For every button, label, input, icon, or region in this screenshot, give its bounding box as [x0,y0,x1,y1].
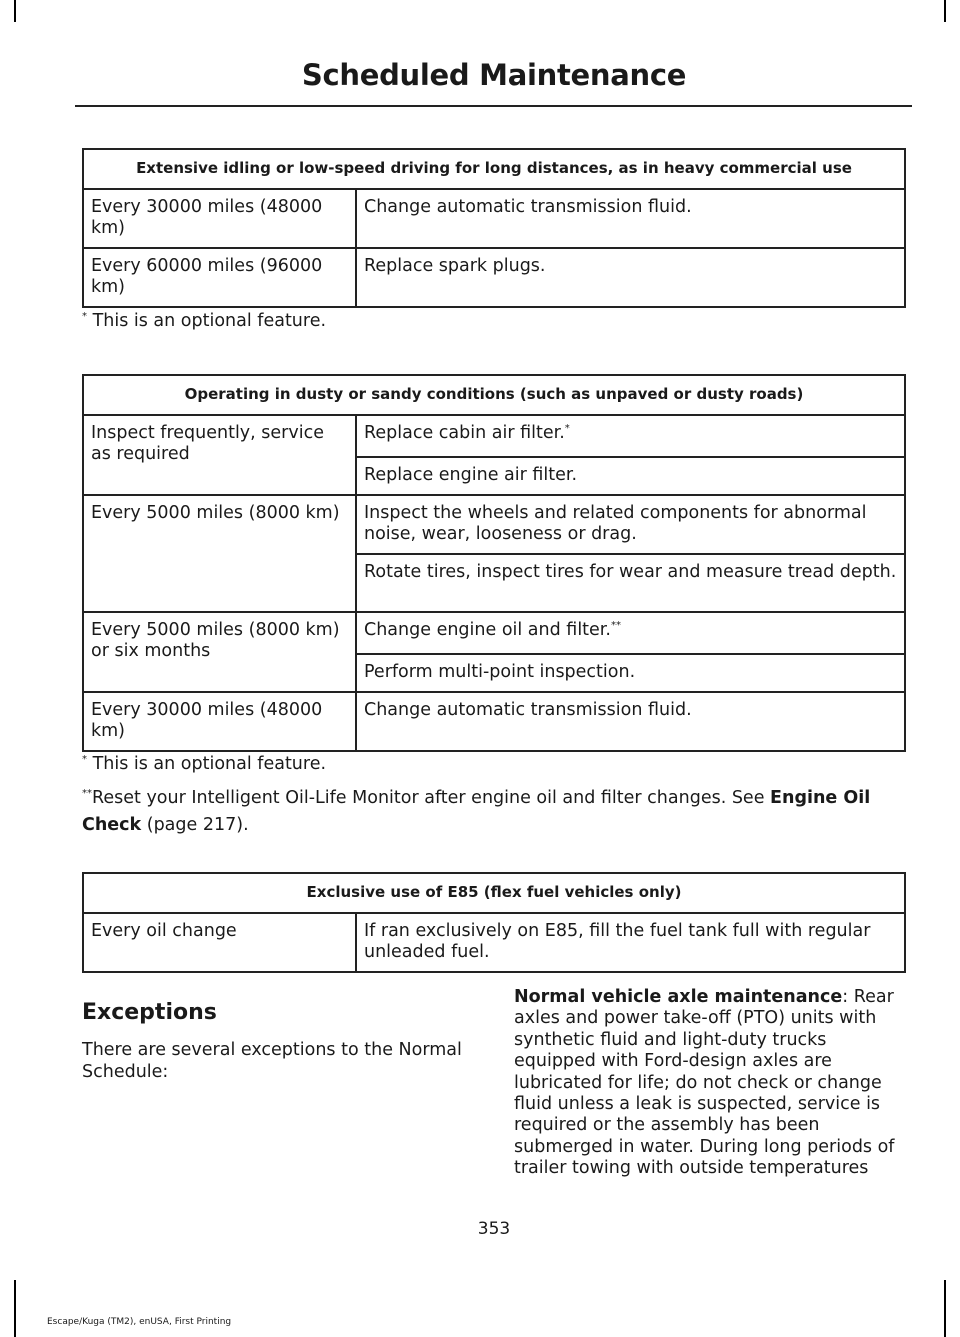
table-e85-use [82,872,906,973]
page-reference: (page 217). [141,815,249,835]
crop-mark-top-left [14,0,16,22]
interval-cell: Every 60000 miles (96000 km) [83,248,356,307]
footnote-text: Reset your Intelligent Oil-Life Monitor after engine oil and filter changes. See [92,788,771,808]
engine-oil-check-link[interactable]: Engine Oil Check [82,788,871,835]
action-cell: If ran exclusively on E85, fill the fuel tank full with regular unleaded fuel. [356,913,905,972]
interval-cell: Inspect frequently, service as required [83,415,356,495]
page-number: 353 [477,1219,511,1239]
table-dusty-conditions [82,374,906,752]
footnote-marker: ** [82,788,92,800]
table-row [83,612,905,654]
crop-mark-bottom-right [944,1280,946,1337]
page-title: Scheduled Maintenance [301,58,687,92]
footnote-text: This is an optional feature. [87,311,327,331]
footnote-marker: ** [610,620,621,632]
action-text: Replace cabin air filter. [364,423,565,443]
action-cell: Replace spark plugs. [356,248,905,307]
header-divider [75,105,912,107]
axle-maintenance-paragraph [514,987,906,1180]
interval-cell: Every oil change [83,913,356,972]
table-heading: Exclusive use of E85 (flex fuel vehicles only) [83,873,905,913]
action-cell: Change automatic transmission fluid. [356,189,905,248]
interval-cell: Every 5000 miles (8000 km) [83,495,356,612]
action-text: Change engine oil and filter. [364,620,611,640]
print-footer: Escape/Kuga (TM2), enUSA, First Printing [47,1317,232,1327]
table-row [83,248,905,307]
table-row [83,415,905,457]
table-row [83,189,905,248]
footnote-optional-feature [82,751,906,778]
interval-cell: Every 30000 miles (48000 km) [83,692,356,751]
action-cell: Inspect the wheels and related components for abnormal noise, wear, looseness or drag. [356,495,905,554]
footnote-text: This is an optional feature. [87,754,327,774]
footnote-marker: * [564,423,570,435]
interval-cell: Every 30000 miles (48000 km) [83,189,356,248]
footnote-oil-life-monitor [82,785,906,839]
table-heading: Extensive idling or low-speed driving for long distances, as in heavy commercial use [83,149,905,189]
crop-mark-top-right [944,0,946,22]
axle-maintenance-lead: Normal vehicle axle maintenance [514,987,843,1007]
crop-mark-bottom-left [14,1280,16,1337]
action-cell: Replace engine air filter. [356,457,905,495]
action-cell [356,415,905,457]
footnote-optional-feature [82,308,906,335]
table-row [83,495,905,554]
table-row [83,692,905,751]
table-heavy-commercial-use [82,148,906,308]
table-heading: Operating in dusty or sandy conditions (such as unpaved or dusty roads) [83,375,905,415]
footnote-marker: * [82,754,87,766]
axle-maintenance-text: : Rear axles and power take-off (PTO) units with synthetic fluid and light-duty trucks equipped with Ford-design axles are lubricated for life; do not check or change fluid unless a leak is suspected, service is required or the assembly has been submerged in water. During long periods of trailer towing with outside temperatures [514,987,895,1179]
action-cell: Change automatic transmission fluid. [356,692,905,751]
interval-cell: Every 5000 miles (8000 km) or six months [83,612,356,692]
action-cell [356,612,905,654]
action-cell: Rotate tires, inspect tires for wear and measure tread depth. [356,554,905,612]
action-cell: Perform multi-point inspection. [356,654,905,692]
exceptions-heading: Exceptions [82,1000,217,1025]
exceptions-text: There are several exceptions to the Normal Schedule: [82,1040,462,1082]
footnote-marker: * [82,311,87,323]
table-row [83,913,905,972]
